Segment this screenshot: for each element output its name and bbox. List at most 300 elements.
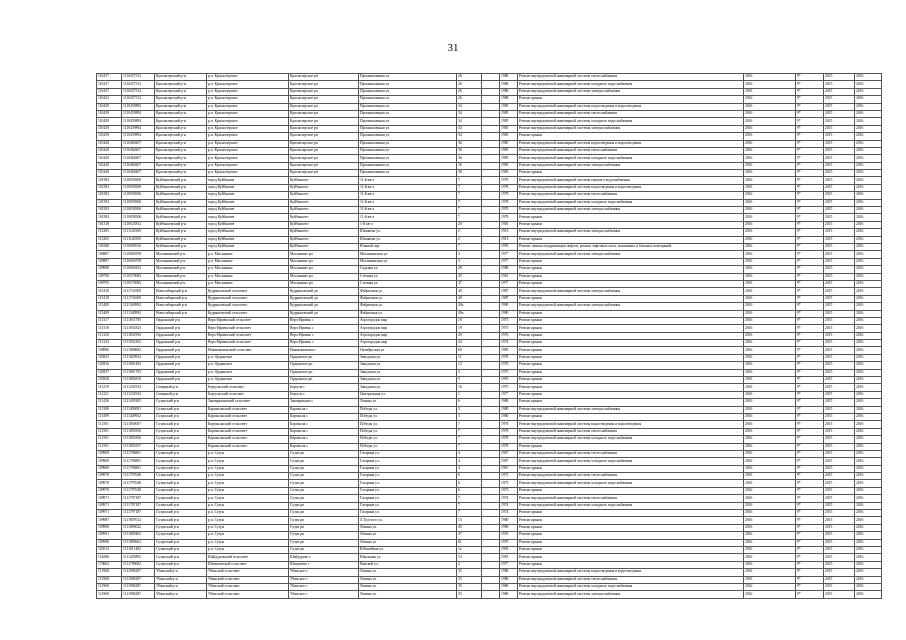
cell-period-end: 2016 [855, 133, 882, 140]
cell-schedule: 9* [796, 258, 824, 265]
cell-plan-year: 2016 [744, 310, 796, 317]
cell-municipality: Карпысакский сельсовет [207, 421, 289, 428]
cell-district: Сузунский р-н [155, 436, 207, 443]
cell-district: Сузунский р-н [155, 399, 207, 406]
cell-period-end: 2016 [855, 480, 882, 487]
cell-period-start: 2015 [824, 421, 855, 428]
cell-corpus [482, 118, 500, 125]
cell-house-number: 47 [457, 532, 482, 539]
cell-fias-code: 1111850356 [122, 436, 155, 443]
cell-house-number: 36 [457, 162, 482, 169]
cell-district: Сузунский р-н [155, 465, 207, 472]
cell-plan-year: 2016 [744, 510, 796, 517]
cell-municipality: Карпысакский сельсовет [207, 436, 289, 443]
cell-fias-code: 1111850357 [122, 443, 155, 450]
table-row [97, 591, 882, 598]
cell-fias-code: 1111807012 [122, 517, 155, 524]
cell-municipality: р.п. Сузун [207, 547, 289, 554]
cell-period-end: 2016 [855, 199, 882, 206]
cell-period-start: 2015 [824, 539, 855, 546]
cell-house-id: 110440 [97, 147, 122, 154]
cell-fias-code: 1110025812 [122, 221, 155, 228]
cell-work-type: Ремонт внутридомовой инженерной системы электроснабжения [518, 251, 744, 258]
cell-district: Ордынский р-н [155, 340, 207, 347]
cell-house-id: 109990 [97, 524, 122, 531]
cell-municipality: р.п. Краснозерское [207, 155, 289, 162]
cell-build-year: 1970 [500, 539, 518, 546]
cell-house-number: 2 [457, 236, 482, 243]
cell-settlement: Краснозерское рп [289, 133, 359, 140]
cell-settlement: Убинское с [289, 569, 359, 576]
cell-fias-code: 1110460407 [122, 147, 155, 154]
table-row [97, 391, 882, 398]
cell-street: Промышленная ул. [359, 118, 457, 125]
cell-plan-year: 2016 [744, 517, 796, 524]
cell-fias-code: 1111231932 [122, 384, 155, 391]
cell-municipality: город Куйбышев [207, 192, 289, 199]
cell-work-type: Ремонт внутридомовой инженерной системы электроснабжения [518, 207, 744, 214]
table-row [97, 458, 882, 465]
cell-period-end: 2016 [855, 554, 882, 561]
cell-settlement: Кудряшовский дп [289, 303, 359, 310]
cell-house-id: 110440 [97, 162, 122, 169]
table-row [97, 155, 882, 162]
cell-district: Краснозерский р-н [155, 110, 207, 117]
table-row [97, 384, 882, 391]
cell-settlement: Куйбышев г [289, 221, 359, 228]
cell-house-id: 111501 [97, 436, 122, 443]
cell-district: Краснозерский р-н [155, 155, 207, 162]
cell-district: Ордынский р-н [155, 354, 207, 361]
cell-district: Сузунский р-н [155, 421, 207, 428]
cell-district: Сузунский р-н [155, 406, 207, 413]
cell-corpus [482, 184, 500, 191]
cell-schedule: 9* [796, 207, 824, 214]
cell-plan-year: 2016 [744, 450, 796, 457]
cell-schedule: 9* [796, 539, 824, 546]
cell-schedule: 9* [796, 140, 824, 147]
cell-corpus [482, 214, 500, 221]
cell-house-id: 110437 [97, 74, 122, 81]
cell-period-start: 2015 [824, 495, 855, 502]
cell-plan-year: 2016 [744, 340, 796, 347]
cell-period-end: 2016 [855, 110, 882, 117]
cell-house-id: 110440 [97, 170, 122, 177]
cell-municipality: р.п. Маслянино [207, 280, 289, 287]
table-row [97, 332, 882, 339]
cell-work-type: Ремонт крыши [518, 96, 744, 103]
cell-period-end: 2016 [855, 170, 882, 177]
cell-schedule: 9* [796, 325, 824, 332]
cell-fias-code: 1111796861 [122, 450, 155, 457]
cell-house-number: 6 [457, 487, 482, 494]
cell-period-start: 2015 [824, 288, 855, 295]
cell-district: Маслянинский р-н [155, 273, 207, 280]
cell-build-year: 1985 [500, 170, 518, 177]
cell-work-type: Ремонт внутридомовой инженерной системы электроснабжения [518, 406, 744, 413]
cell-plan-year: 2016 [744, 421, 796, 428]
table-row [97, 303, 882, 310]
cell-corpus [482, 450, 500, 457]
cell-fias-code: 1110570082 [122, 280, 155, 287]
cell-work-type: Ремонт внутридомовой инженерной системы водоотведения и водоотведения [518, 569, 744, 576]
cell-schedule: 9* [796, 399, 824, 406]
cell-fias-code: 1110459892 [122, 118, 155, 125]
cell-settlement: Ордынское рп [289, 362, 359, 369]
table-row [97, 243, 882, 250]
table-row [97, 436, 882, 443]
cell-settlement: Краснозерское рп [289, 147, 359, 154]
cell-schedule: 9* [796, 569, 824, 576]
cell-house-number: 5 [457, 377, 482, 384]
cell-street: Юбилейная ул. [359, 547, 457, 554]
cell-work-type: Ремонт внутридомовой инженерной системы электроснабжения [518, 229, 744, 236]
cell-house-id: 111968 [97, 591, 122, 598]
cell-settlement: Сузун рп [289, 510, 359, 517]
cell-period-end: 2016 [855, 207, 882, 214]
table-row [97, 554, 882, 561]
cell-build-year: 1967 [500, 465, 518, 472]
cell-work-type: Ремонт крыши [518, 377, 744, 384]
cell-plan-year: 2016 [744, 251, 796, 258]
cell-fias-code: 1111801703 [122, 369, 155, 376]
cell-schedule: 9* [796, 510, 824, 517]
cell-schedule: 9* [796, 199, 824, 206]
cell-corpus [482, 81, 500, 88]
cell-work-type: Ремонт крыши [518, 554, 744, 561]
cell-street: 11-й кв-л [359, 207, 457, 214]
cell-plan-year: 2016 [744, 532, 796, 539]
cell-schedule: 9* [796, 391, 824, 398]
cell-district: Куйбышевский р-н [155, 192, 207, 199]
cell-schedule: 9* [796, 450, 824, 457]
cell-corpus [482, 413, 500, 420]
cell-plan-year: 2016 [744, 413, 796, 420]
cell-house-number: 4 [457, 450, 482, 457]
table-row [97, 214, 882, 221]
cell-house-id: 115410 [97, 288, 122, 295]
cell-municipality: р.п. Краснозерское [207, 162, 289, 169]
cell-street: Фабричная ул. [359, 295, 457, 302]
cell-build-year: 1978 [500, 362, 518, 369]
cell-municipality: Заковряжинский сельсовет [207, 399, 289, 406]
cell-house-number: 7 [457, 428, 482, 435]
cell-period-start: 2015 [824, 251, 855, 258]
cell-corpus [482, 332, 500, 339]
cell-district: Сузунский р-н [155, 495, 207, 502]
cell-build-year: 1980 [500, 413, 518, 420]
cell-plan-year: 2016 [744, 236, 796, 243]
cell-settlement: Куйбышев г [289, 236, 359, 243]
table-row [97, 539, 882, 546]
cell-period-end: 2016 [855, 103, 882, 110]
table-row [97, 103, 882, 110]
cell-work-type: Ремонт крыши [518, 517, 744, 524]
cell-build-year: 1978 [500, 184, 518, 191]
cell-street: 11-й кв-л [359, 199, 457, 206]
cell-schedule: 9* [796, 96, 824, 103]
cell-house-number: 34 [457, 118, 482, 125]
cell-build-year: 1975 [500, 325, 518, 332]
cell-plan-year: 2016 [744, 110, 796, 117]
cell-house-id: 109969 [97, 465, 122, 472]
cell-plan-year: 2016 [744, 273, 796, 280]
cell-work-type: Ремонт внутридомовой инженерной системы холодного водоснабжения [518, 81, 744, 88]
cell-fias-code: 1111831992 [122, 332, 155, 339]
cell-settlement: Сузун рп [289, 495, 359, 502]
cell-district: Сузунский р-н [155, 547, 207, 554]
cell-municipality: р.п. Сузун [207, 539, 289, 546]
cell-fias-code: 1110457512 [122, 81, 155, 88]
cell-house-id: 101583 [97, 192, 122, 199]
cell-street: Победы ул. [359, 443, 457, 450]
cell-street: 11-й кв-л [359, 177, 457, 184]
cell-house-id: 111501 [97, 443, 122, 450]
cell-period-start: 2015 [824, 369, 855, 376]
cell-settlement: Краснозерское рп [289, 118, 359, 125]
table-row [97, 81, 882, 88]
cell-build-year: 1978 [500, 207, 518, 214]
cell-settlement: Карпысак с [289, 421, 359, 428]
cell-period-start: 2015 [824, 413, 855, 420]
cell-period-end: 2016 [855, 436, 882, 443]
cell-house-number: 20 [457, 332, 482, 339]
cell-corpus [482, 583, 500, 590]
cell-street: Агрогородок мкр [359, 317, 457, 324]
cell-house-id: 101583 [97, 177, 122, 184]
cell-build-year: 1978 [500, 199, 518, 206]
cell-house-number: 69 [457, 347, 482, 354]
cell-settlement: Куйбышев г [289, 243, 359, 250]
cell-house-number: 2 [457, 229, 482, 236]
cell-street: Победы ул. [359, 421, 457, 428]
cell-municipality: Нижнекаменский сельсовет [207, 347, 289, 354]
cell-house-number: 61 [457, 539, 482, 546]
cell-municipality: Убинский сельсовет [207, 576, 289, 583]
cell-period-end: 2016 [855, 214, 882, 221]
cell-plan-year: 2016 [744, 96, 796, 103]
cell-municipality: город Куйбышев [207, 199, 289, 206]
cell-municipality: Бергульский сельсовет [207, 384, 289, 391]
table-row [97, 399, 882, 406]
cell-period-end: 2016 [855, 310, 882, 317]
cell-settlement: Маслянино рп [289, 280, 359, 287]
cell-fias-code: 1111797187 [122, 502, 155, 509]
cell-house-number: 3 [457, 258, 482, 265]
cell-fias-code: 1110460407 [122, 140, 155, 147]
cell-period-start: 2015 [824, 199, 855, 206]
cell-corpus [482, 177, 500, 184]
cell-district: Новосибирский р-н [155, 295, 207, 302]
cell-schedule: 9* [796, 384, 824, 391]
table-row [97, 421, 882, 428]
cell-street: Л.Толстого ул. [359, 517, 457, 524]
cell-municipality: р.п. Ордынское [207, 354, 289, 361]
cell-settlement: Кудряшовский дп [289, 295, 359, 302]
cell-fias-code: 1111809662 [122, 539, 155, 546]
cell-work-type: Ремонт крыши [518, 280, 744, 287]
cell-district: Куйбышевский р-н [155, 243, 207, 250]
cell-schedule: 9* [796, 502, 824, 509]
cell-build-year: 1985 [500, 118, 518, 125]
cell-district: Куйбышевский р-н [155, 229, 207, 236]
cell-corpus [482, 539, 500, 546]
cell-district: Сузунский р-н [155, 473, 207, 480]
cell-street: Гагарина ул. [359, 480, 457, 487]
cell-street: Шишкова ул. [359, 229, 457, 236]
table-row [97, 510, 882, 517]
cell-street: Заводская ул. [359, 362, 457, 369]
cell-house-id: 115409 [97, 303, 122, 310]
cell-district: Ордынский р-н [155, 369, 207, 376]
cell-period-start: 2015 [824, 524, 855, 531]
cell-corpus [482, 591, 500, 598]
cell-period-start: 2015 [824, 554, 855, 561]
cell-work-type: Ремонт внутридомовой инженерной системы теплоснабжения [518, 147, 744, 154]
cell-period-start: 2015 [824, 391, 855, 398]
cell-street: Ленина ул. [359, 524, 457, 531]
cell-schedule: 9* [796, 428, 824, 435]
cell-district: Сузунский р-н [155, 517, 207, 524]
cell-district: Маслянинский р-н [155, 266, 207, 273]
cell-municipality: Верх-Ирменский сельсовет [207, 332, 289, 339]
cell-district: Краснозерский р-н [155, 96, 207, 103]
cell-build-year: 1959 [500, 243, 518, 250]
cell-street: Промышленная ул. [359, 162, 457, 169]
cell-settlement: Куйбышев г [289, 192, 359, 199]
cell-house-number: 49 [457, 295, 482, 302]
cell-period-start: 2015 [824, 502, 855, 509]
cell-work-type: Ремонт крыши [518, 354, 744, 361]
cell-municipality: Кудряшовский сельсовет [207, 295, 289, 302]
cell-schedule: 9* [796, 436, 824, 443]
cell-house-number: 3 [457, 251, 482, 258]
cell-schedule: 9* [796, 251, 824, 258]
table-row [97, 177, 882, 184]
cell-schedule: 9* [796, 354, 824, 361]
cell-build-year: 1973 [500, 473, 518, 480]
cell-fias-code: 1111790082 [122, 561, 155, 568]
cell-build-year: 1978 [500, 436, 518, 443]
cell-period-start: 2015 [824, 140, 855, 147]
cell-street: Гагарина ул. [359, 473, 457, 480]
cell-street: Шишкова ул. [359, 236, 457, 243]
cell-schedule: 9* [796, 280, 824, 287]
cell-house-number: 6 [457, 480, 482, 487]
cell-house-id: 110439 [97, 133, 122, 140]
cell-schedule: 9* [796, 517, 824, 524]
cell-fias-code: 1111802810 [122, 377, 155, 384]
cell-corpus [482, 147, 500, 154]
cell-district: Северный р-н [155, 384, 207, 391]
cell-period-start: 2015 [824, 192, 855, 199]
cell-house-number: 1 [457, 391, 482, 398]
cell-build-year: 1990 [500, 524, 518, 531]
table-row [97, 517, 882, 524]
cell-build-year: 1974 [500, 495, 518, 502]
cell-settlement: Сузун рп [289, 487, 359, 494]
cell-schedule: 9* [796, 583, 824, 590]
table-row [97, 362, 882, 369]
cell-schedule: 9* [796, 347, 824, 354]
cell-period-start: 2015 [824, 443, 855, 450]
cell-municipality: Бергульский сельсовет [207, 391, 289, 398]
cell-work-type: Ремонт внутридомовой инженерной системы теплоснабжения [518, 428, 744, 435]
cell-fias-code: 1110459892 [122, 133, 155, 140]
cell-settlement: Сузун рп [289, 532, 359, 539]
cell-build-year: 1974 [500, 340, 518, 347]
cell-plan-year: 2016 [744, 384, 796, 391]
cell-work-type: Ремонт внутридомовой инженерной системы электроснабжения [518, 162, 744, 169]
cell-period-end: 2016 [855, 317, 882, 324]
cell-plan-year: 2016 [744, 184, 796, 191]
cell-settlement: Карпысак с [289, 413, 359, 420]
cell-period-end: 2016 [855, 258, 882, 265]
cell-settlement: Верх-Ирмень с [289, 332, 359, 339]
cell-work-type: Ремонт внутридомовой инженерной системы теплоснабжения [518, 450, 744, 457]
cell-settlement: Куйбышев г [289, 207, 359, 214]
cell-district: Сузунский р-н [155, 554, 207, 561]
cell-house-id: 109991 [97, 532, 122, 539]
cell-settlement: Маслянино рп [289, 251, 359, 258]
cell-build-year: 1976 [500, 532, 518, 539]
cell-schedule: 9* [796, 110, 824, 117]
cell-street: Гагарина ул. [359, 502, 457, 509]
cell-house-number: 36 [457, 140, 482, 147]
cell-settlement: Ордынское рп [289, 377, 359, 384]
cell-district: Краснозерский р-н [155, 88, 207, 95]
cell-municipality: Верх-Ирменский сельсовет [207, 340, 289, 347]
cell-period-start: 2015 [824, 81, 855, 88]
cell-corpus [482, 510, 500, 517]
cell-street: Ленина ул. [359, 576, 457, 583]
cell-corpus [482, 443, 500, 450]
table-row [97, 428, 882, 435]
cell-period-start: 2015 [824, 399, 855, 406]
cell-corpus [482, 428, 500, 435]
cell-house-number: 7 [457, 443, 482, 450]
cell-municipality: город Куйбышев [207, 177, 289, 184]
cell-house-number: 11 [457, 354, 482, 361]
cell-settlement: Кудряшовский дп [289, 310, 359, 317]
cell-fias-code: 1110058306 [122, 192, 155, 199]
cell-district: Северный р-н [155, 391, 207, 398]
cell-corpus [482, 569, 500, 576]
cell-municipality: Карпысакский сельсовет [207, 413, 289, 420]
cell-corpus [482, 88, 500, 95]
cell-period-end: 2016 [855, 280, 882, 287]
cell-settlement: Маслянино рп [289, 258, 359, 265]
table-row [97, 258, 882, 265]
cell-build-year: 1985 [500, 155, 518, 162]
cell-period-end: 2016 [855, 465, 882, 472]
table-row [97, 495, 882, 502]
cell-build-year: 1977 [500, 391, 518, 398]
cell-house-id: 110828 [97, 377, 122, 384]
cell-district: Убинский р-н [155, 569, 207, 576]
cell-work-type: Ремонт крыши [518, 258, 744, 265]
cell-corpus [482, 480, 500, 487]
cell-plan-year: 2016 [744, 391, 796, 398]
cell-period-start: 2015 [824, 317, 855, 324]
cell-street: Промышленная ул. [359, 125, 457, 132]
cell-plan-year: 2016 [744, 354, 796, 361]
table-row [97, 465, 882, 472]
cell-period-start: 2015 [824, 591, 855, 598]
cell-schedule: 9* [796, 266, 824, 273]
cell-district: Куйбышевский р-н [155, 221, 207, 228]
cell-corpus [482, 325, 500, 332]
